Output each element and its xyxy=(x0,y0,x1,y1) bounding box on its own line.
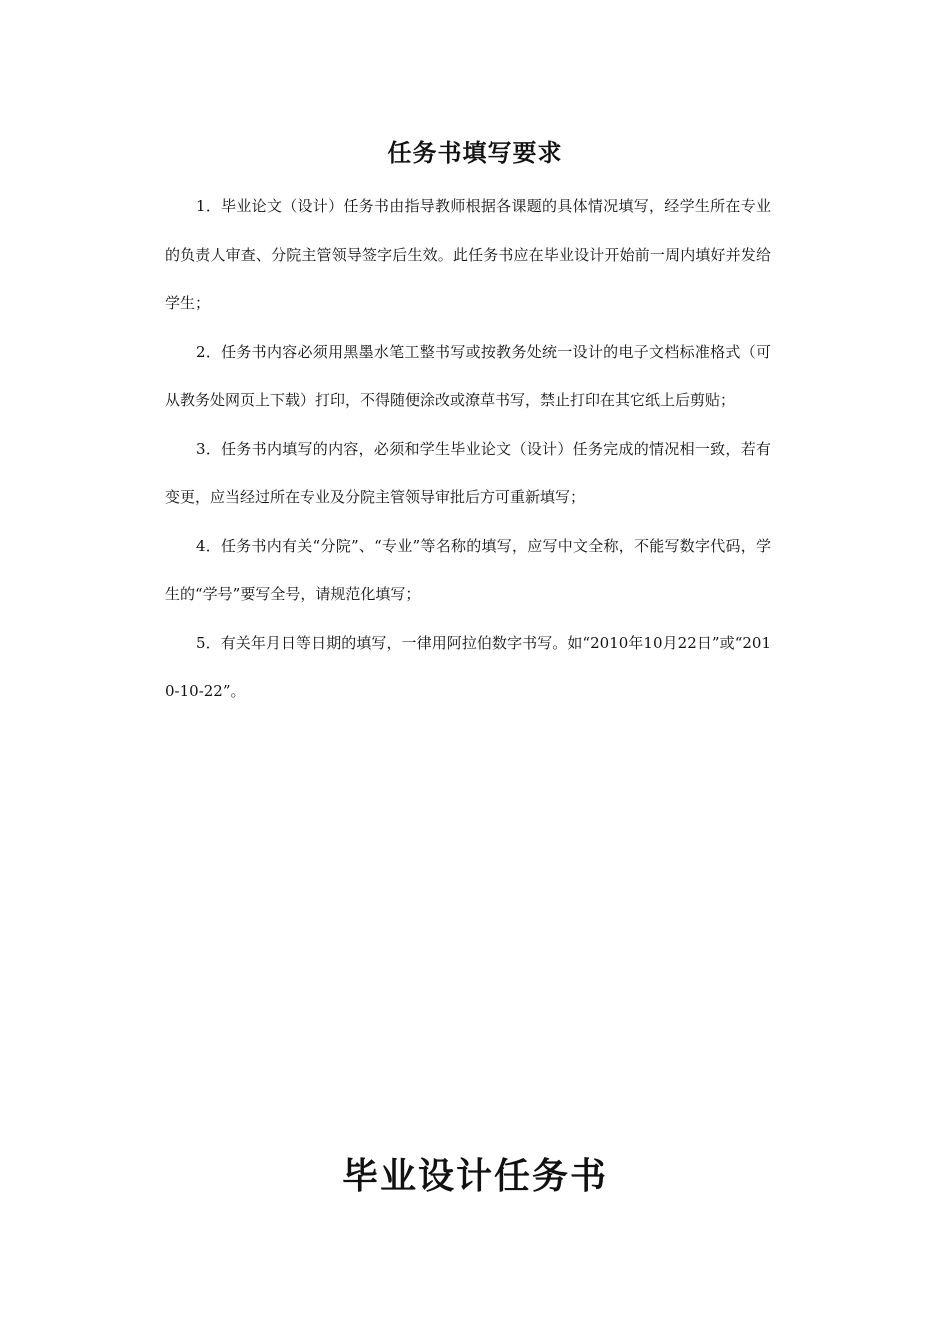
requirements-title: 任务书填写要求 xyxy=(387,139,563,167)
requirement-item-3: 3．任务书内填写的内容，必须和学生毕业论文（设计）任务完成的情况相一致，若有变更，应当经过所在专业及分院主管领导审批后方可重新填写； xyxy=(165,439,771,506)
task-book-title: 毕业设计任务书 xyxy=(341,1156,608,1197)
requirements-list xyxy=(165,182,771,716)
requirement-item-1: 1．毕业论文（设计）任务书由指导教师根据各课题的具体情况填写，经学生所在专业的负责人审查、分院主管领导签字后生效。此任务书应在毕业设计开始前一周内填好并发给学生； xyxy=(165,197,771,312)
requirement-item-4: 4．任务书内有关“分院”、“专业”等名称的填写，应写中文全称，不能写数字代码，学生的“学号”要写全号，请规范化填写； xyxy=(165,536,771,603)
requirement-item-5: 5．有关年月日等日期的填写，一律用阿拉伯数字书写。如“2010年10月22日”或“2010-10-22”。 xyxy=(165,633,771,700)
requirement-item-2: 2．任务书内容必须用黑墨水笔工整书写或按教务处统一设计的电子文档标准格式（可从教务处网页上下载）打印，不得随便涂改或潦草书写，禁止打印在其它纸上后剪贴； xyxy=(165,342,771,409)
